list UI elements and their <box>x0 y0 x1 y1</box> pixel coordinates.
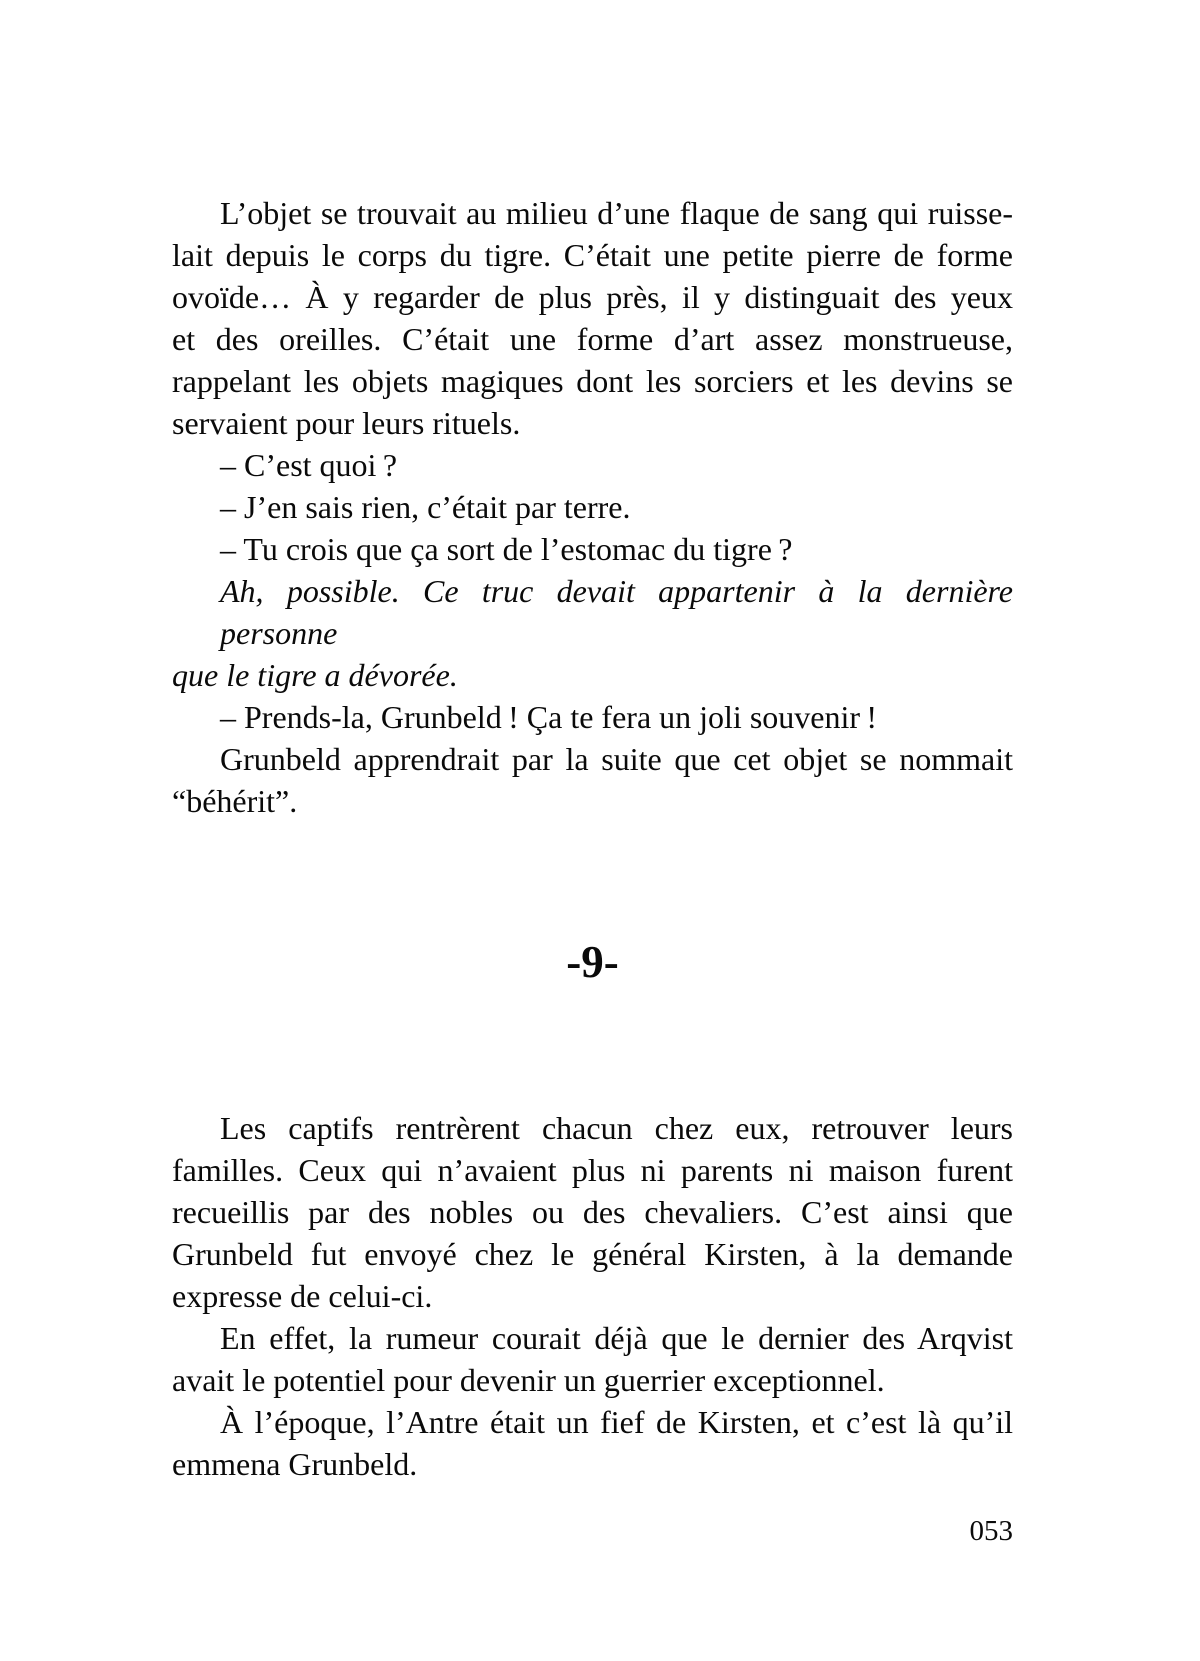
paragraph <box>172 738 1013 822</box>
text-line: recueillis par des nobles ou des chevaliers. C’est ainsi que <box>172 1194 1013 1230</box>
dialogue-line <box>172 486 1013 528</box>
text-line: – J’en sais rien, c’était par terre. <box>220 489 631 525</box>
text-line: et des oreilles. C’était une forme d’art assez monstrueuse, <box>172 321 1013 357</box>
text-line: Grunbeld fut envoyé chez le général Kirsten, à la demande <box>172 1236 1013 1272</box>
paragraph <box>172 1317 1013 1401</box>
text-line: Grunbeld apprendrait par la suite que cet objet se nommait <box>220 741 1013 777</box>
thought-paragraph <box>172 570 1013 696</box>
text-line: familles. Ceux qui n’avaient plus ni parents ni maison furent <box>172 1152 1013 1188</box>
text-line: Les captifs rentrèrent chacun chez eux, retrouver leurs <box>220 1110 1013 1146</box>
text-line: – Tu crois que ça sort de l’estomac du tigre ? <box>220 531 793 567</box>
text-line: servaient pour leurs rituels. <box>172 405 521 441</box>
text-line: que le tigre a dévorée. <box>172 657 458 693</box>
chapter-number-heading: -9- <box>566 937 619 987</box>
text-line: lait depuis le corps du tigre. C’était une petite pierre de forme <box>172 237 1013 273</box>
text-line: L’objet se trouvait au milieu d’une flaque de sang qui ruisse- <box>220 195 1013 231</box>
paragraph <box>172 192 1013 444</box>
text-line: expresse de celui-ci. <box>172 1278 433 1314</box>
text-line: emmena Grunbeld. <box>172 1446 418 1482</box>
dialogue-line <box>172 528 1013 570</box>
text-line: En effet, la rumeur courait déjà que le dernier des Arqvist <box>220 1320 1013 1356</box>
paragraph <box>172 1107 1013 1317</box>
text-line: avait le potentiel pour devenir un guerrier exceptionnel. <box>172 1362 885 1398</box>
text-line: – C’est quoi ? <box>220 447 398 483</box>
text-line: – Prends-la, Grunbeld ! Ça te fera un joli souvenir ! <box>220 699 878 735</box>
text-line: rappelant les objets magiques dont les sorciers et les devins se <box>172 363 1013 399</box>
dialogue-line <box>172 444 1013 486</box>
text-line: “béhérit”. <box>172 783 298 819</box>
text-section-2 <box>172 1107 1013 1485</box>
text-section-1 <box>172 192 1013 822</box>
paragraph <box>172 1401 1013 1485</box>
text-line: Ah, possible. Ce truc devait appartenir à la dernière personne <box>220 573 1013 651</box>
text-line: À l’époque, l’Antre était un fief de Kirsten, et c’est là qu’il <box>220 1404 1013 1440</box>
dialogue-line <box>172 696 1013 738</box>
page-number-folio: 053 <box>969 1515 1013 1547</box>
text-line: ovoïde… À y regarder de plus près, il y distinguait des yeux <box>172 279 1013 315</box>
